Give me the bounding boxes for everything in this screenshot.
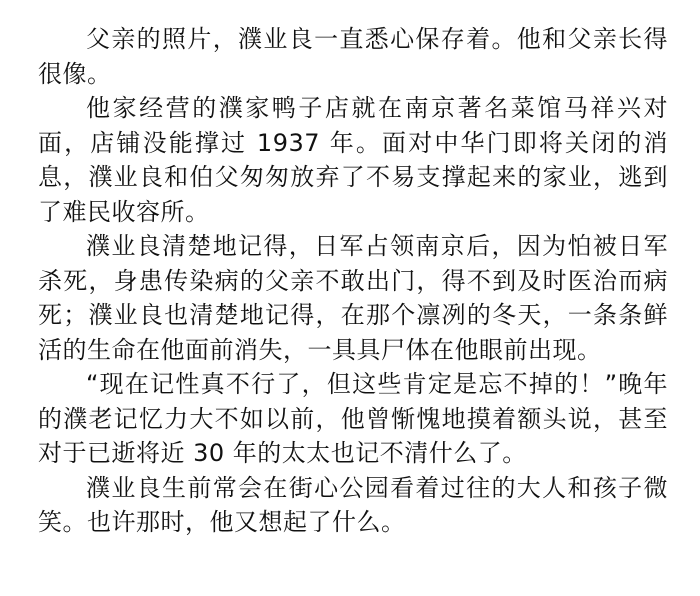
paragraph-family-shop: 他家经营的濮家鸭子店就在南京著名菜馆马祥兴对面，店铺没能撑过 1937 年。面对中华门即将关闭的消息，濮业良和伯父匆匆放弃了不易支撑起来的家业，逃到了难民收容所。 — [38, 94, 668, 226]
paragraph-park: 濮业良生前常会在街心公园看着过往的大人和孩子微笑。也许那时，他又想起了什么。 — [38, 473, 668, 536]
paragraph-old-age: “现在记性真不行了，但这些肯定是忘不掉的！”晚年的濮老记忆力大不如以前，他曾惭愧地摸着额头说，甚至对于已逝将近 30 年的太太也记不清什么了。 — [38, 370, 668, 467]
paragraph-memories: 濮业良清楚地记得，日军占领南京后，因为怕被日军杀死，身患传染病的父亲不敢出门，得不到及时医治而病死；濮业良也清楚地记得，在那个凛冽的冬天，一条条鲜活的生命在他面前消失，一具具尸体在他眼前出现。 — [38, 232, 668, 364]
article-body — [38, 22, 668, 540]
paragraph-photo: 父亲的照片，濮业良一直悉心保存着。他和父亲长得很像。 — [38, 25, 668, 88]
